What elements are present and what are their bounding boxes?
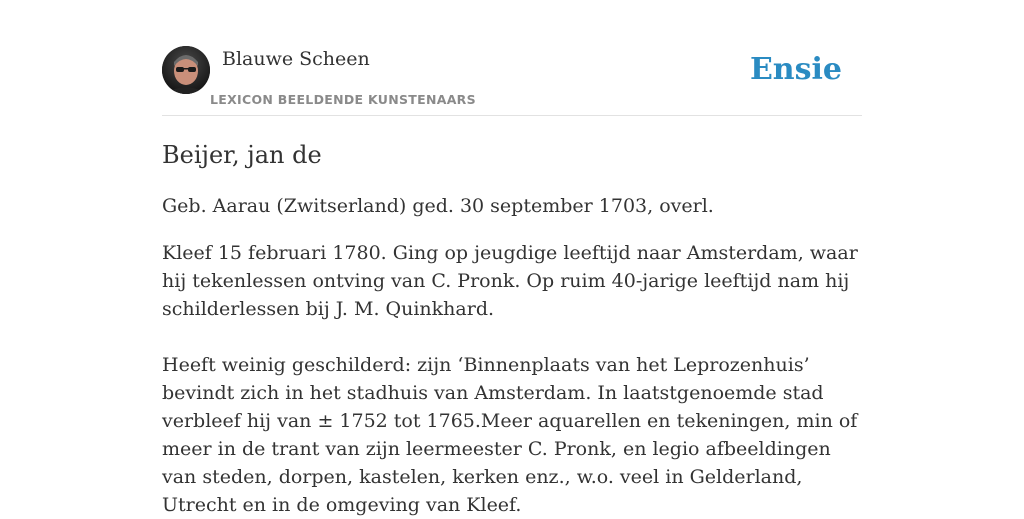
author-avatar[interactable] xyxy=(162,46,210,94)
article-paragraph-1: Geb. Aarau (Zwitserland) ged. 30 september 1703, overl. xyxy=(162,195,714,217)
brand-logo[interactable]: Ensie xyxy=(749,52,842,87)
author-photo-icon xyxy=(162,46,210,94)
article-header xyxy=(162,46,862,116)
author-name[interactable]: Blauwe Scheen xyxy=(222,48,370,70)
article-paragraph-3: Heeft weinig geschilderd: zijn ‘Binnenplaats van het Leprozenhuis’ bevindt zich in het stadhuis van Amsterdam. In laatstgenoemde stad verbleef hij van ± 1752 tot 1765.Meer aquarellen en tekeningen, min of meer in de trant van zijn leermeester C. Pronk, en legio afbeeldingen van steden, dorpen, kastelen, kerken enz., w.o. veel in Gelderland, Utrecht en in de omgeving van Kleef. xyxy=(162,354,858,516)
article-title: Beijer, jan de xyxy=(162,141,322,169)
article-paragraph-2: Kleef 15 februari 1780. Ging op jeugdige leeftijd naar Amsterdam, waar hij tekenlessen ontving van C. Pronk. Op ruim 40-jarige leeftijd nam hij schilderlessen bij J. M. Quinkhard. xyxy=(162,242,858,320)
collection-label[interactable]: LEXICON BEELDENDE KUNSTENAARS xyxy=(210,92,476,107)
